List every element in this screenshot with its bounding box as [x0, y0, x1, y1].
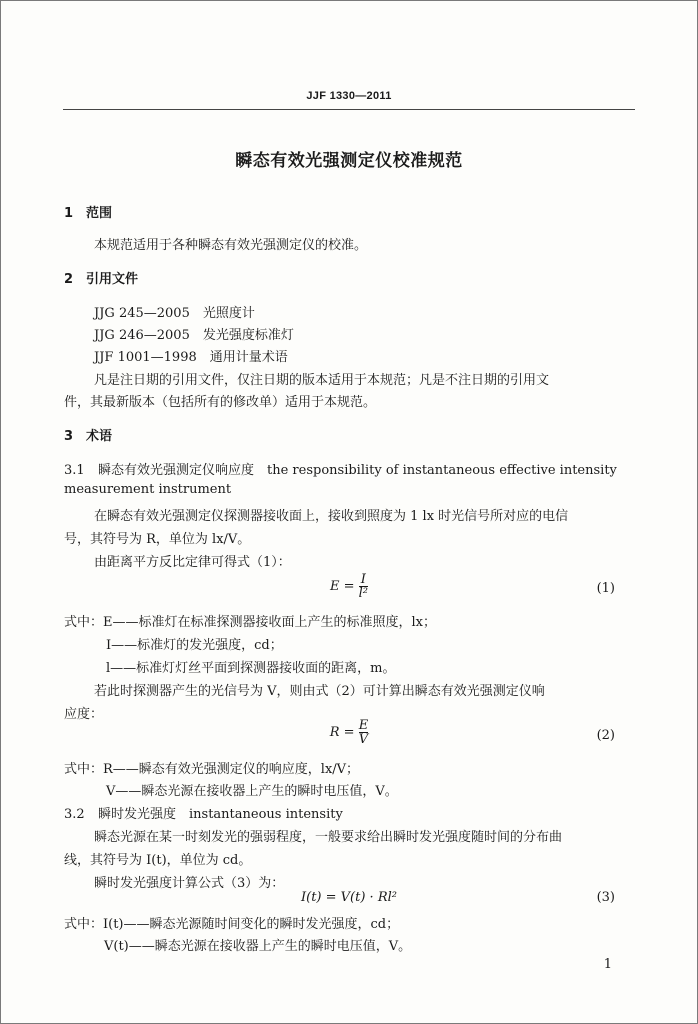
calculation-text-line: 若此时探测器产生的光信号为 V，则由式（2）可计算出瞬态有效光强测定仪响 — [94, 684, 545, 699]
reference-item: JJF 1001—1998 通用计量术语 — [94, 350, 288, 365]
definition-line: 在瞬态有效光强测定仪探测器接收面上，接收到照度为 1 lx 时光信号所对应的电信 — [94, 509, 569, 524]
section-2-title: 引用文件 — [86, 272, 139, 287]
equation-1 — [1, 573, 697, 600]
equation-2-number: (2) — [596, 728, 615, 743]
header-rule — [63, 109, 635, 110]
equation-1-fraction — [359, 573, 368, 600]
equation-1-lhs: E = — [329, 579, 355, 594]
reference-note-line: 件，其最新版本（包括所有的修改单）适用于本规范。 — [64, 395, 377, 410]
section-3-number: 3 — [64, 429, 74, 444]
variable-definition: 式中：E——标准灯在标准探测器接收面上产生的标准照度，lx； — [64, 615, 436, 630]
equation-2-fraction — [359, 719, 369, 746]
formula-intro: 瞬时发光强度计算公式（3）为： — [94, 876, 285, 891]
section-2-heading — [64, 268, 138, 287]
subsection-3-1-number: 3.1 — [64, 463, 85, 478]
inverse-square-law-intro: 由距离平方反比定律可得式（1）： — [94, 555, 291, 570]
subsection-3-1-term — [64, 459, 617, 478]
section-1-heading — [64, 202, 112, 221]
definition-line: 号，其符号为 R，单位为 lx/V。 — [64, 532, 251, 547]
variable-definition: 式中：I(t)——瞬态光源随时间变化的瞬时发光强度，cd； — [64, 917, 400, 932]
definition-line: 瞬态光源在某一时刻发光的强弱程度，一般要求给出瞬时发光强度随时间的分布曲 — [94, 830, 563, 845]
reference-item: JJG 246—2005 发光强度标准灯 — [94, 328, 294, 343]
section-1-title: 范围 — [86, 206, 113, 221]
equation-2-lhs: R = — [329, 725, 355, 740]
subsection-3-1-term-continued: measurement instrument — [64, 482, 232, 497]
equation-1-denominator: l² — [358, 586, 369, 601]
section-2-number: 2 — [64, 272, 74, 287]
section-3-heading — [64, 425, 112, 444]
equation-3-number: (3) — [596, 890, 615, 905]
subsection-3-1-term-text: 瞬态有效光强测定仪响应度 the responsibility of instantaneous effective intensity — [98, 463, 617, 478]
variable-definition: V(t)——瞬态光源在接收器上产生的瞬时电压值，V。 — [104, 939, 412, 954]
subsection-3-2-term-text: 瞬时发光强度 instantaneous intensity — [98, 807, 343, 822]
section-1-number: 1 — [64, 206, 74, 221]
calculation-text-line: 应度： — [64, 707, 104, 722]
section-3-title: 术语 — [86, 429, 113, 444]
equation-2 — [1, 719, 697, 746]
equation-2-numerator: E — [358, 718, 369, 733]
standard-code-header: JJF 1330—2011 — [306, 90, 392, 102]
subsection-3-2-term — [64, 803, 343, 822]
subsection-3-2-number: 3.2 — [64, 807, 85, 822]
definition-line: 线，其符号为 I(t)，单位为 cd。 — [64, 853, 252, 868]
equation-1-numerator: I — [360, 572, 366, 587]
document-title: 瞬态有效光强测定仪校准规范 — [235, 151, 463, 171]
page-number: 1 — [603, 957, 612, 972]
section-1-body: 本规范适用于各种瞬态有效光强测定仪的校准。 — [94, 238, 368, 253]
variable-definition: 式中：R——瞬态有效光强测定仪的响应度，lx/V； — [64, 762, 360, 777]
equation-3: I(t) = V(t) · Rl² — [301, 890, 397, 905]
variable-definition: l——标准灯灯丝平面到探测器接收面的距离，m。 — [106, 661, 396, 676]
reference-item: JJG 245—2005 光照度计 — [94, 306, 255, 321]
equation-2-denominator: V — [358, 732, 369, 747]
variable-definition: V——瞬态光源在接收器上产生的瞬时电压值，V。 — [106, 784, 398, 799]
equation-1-number: (1) — [596, 581, 615, 596]
variable-definition: I——标准灯的发光强度，cd； — [106, 638, 283, 653]
reference-note-line: 凡是注日期的引用文件，仅注日期的版本适用于本规范；凡是不注日期的引用文 — [94, 373, 550, 388]
